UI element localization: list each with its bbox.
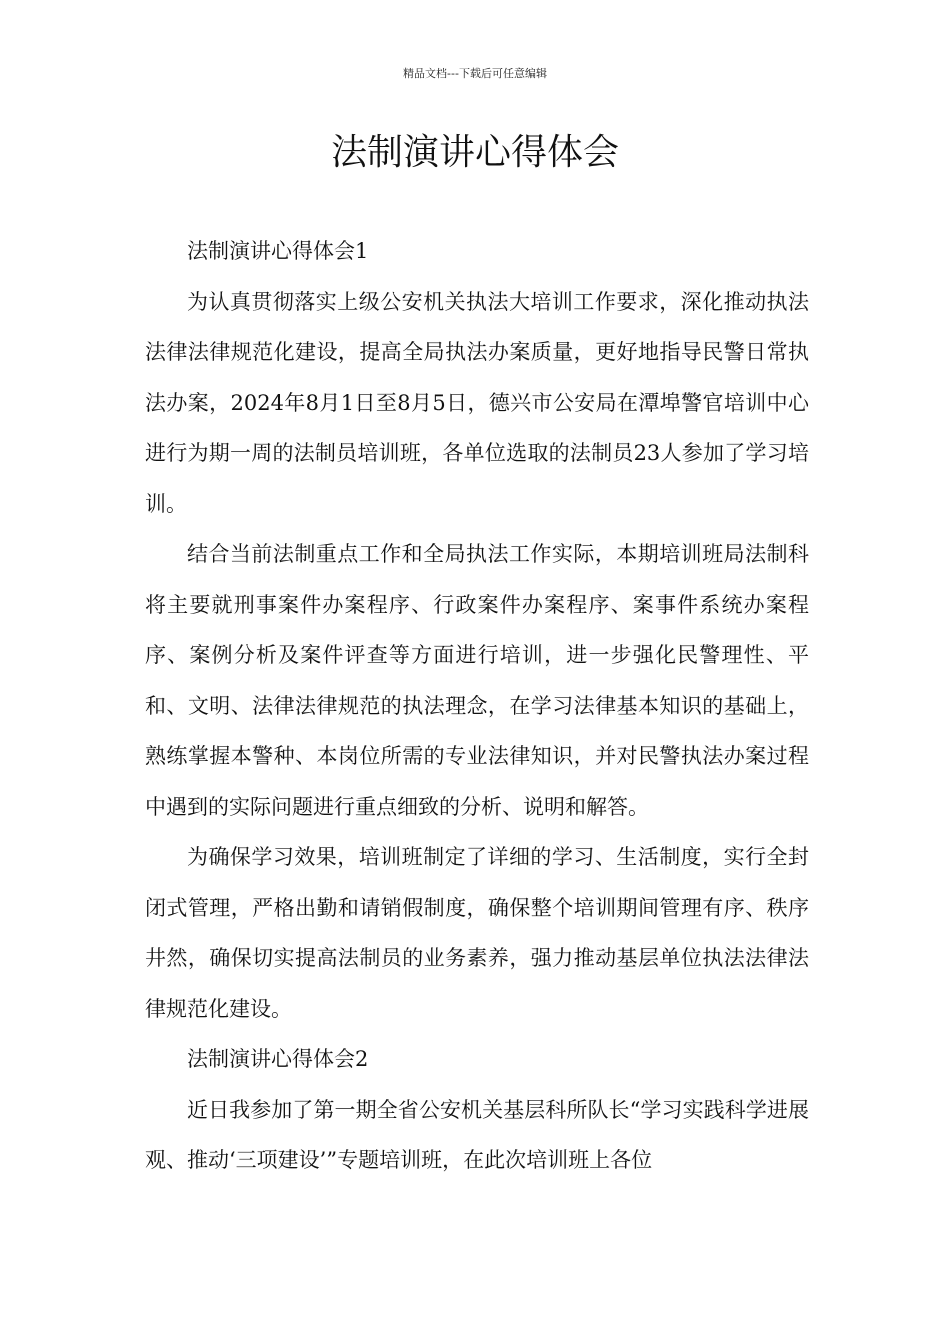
- paragraph: 为认真贯彻落实上级公安机关执法大培训工作要求，深化推动执法法律法律规范化建设，提高全局执法办案质量，更好地指导民警日常执法办案，2024年8月1日至8月5日，德兴市公安局在潭埠警官培训中心进行为期一周的法制员培训班，各单位选取的法制员23人参加了学习培训。: [145, 289, 809, 516]
- paragraph: 近日我参加了第一期全省公安机关基层科所队长“学习实践科学进展观、推动‘三项建设’”专题培训班，在此次培训班上各位: [145, 1097, 809, 1172]
- section-heading-1: 法制演讲心得体会1: [187, 239, 369, 263]
- document-body: [145, 226, 809, 1186]
- section-heading-2: 法制演讲心得体会2: [187, 1047, 369, 1071]
- document-title: 法制演讲心得体会: [330, 132, 619, 173]
- paragraph: 为确保学习效果，培训班制定了详细的学习、生活制度，实行全封闭式管理，严格出勤和请销假制度，确保整个培训期间管理有序、秩序井然，确保切实提高法制员的业务素养，强力推动基层单位执法法律法律规范化建设。: [145, 845, 809, 1021]
- header-note: 精品文档---下载后可任意编辑: [403, 67, 547, 80]
- paragraph: 结合当前法制重点工作和全局执法工作实际，本期培训班局法制科将主要就刑事案件办案程序、行政案件办案程序、案事件系统办案程序、案例分析及案件评查等方面进行培训，进一步强化民警理性、平和、文明、法律法律规范的执法理念，在学习法律基本知识的基础上，熟练掌握本警种、本岗位所需的专业法律知识，并对民警执法办案过程中遇到的实际问题进行重点细致的分析、说明和解答。: [145, 542, 809, 819]
